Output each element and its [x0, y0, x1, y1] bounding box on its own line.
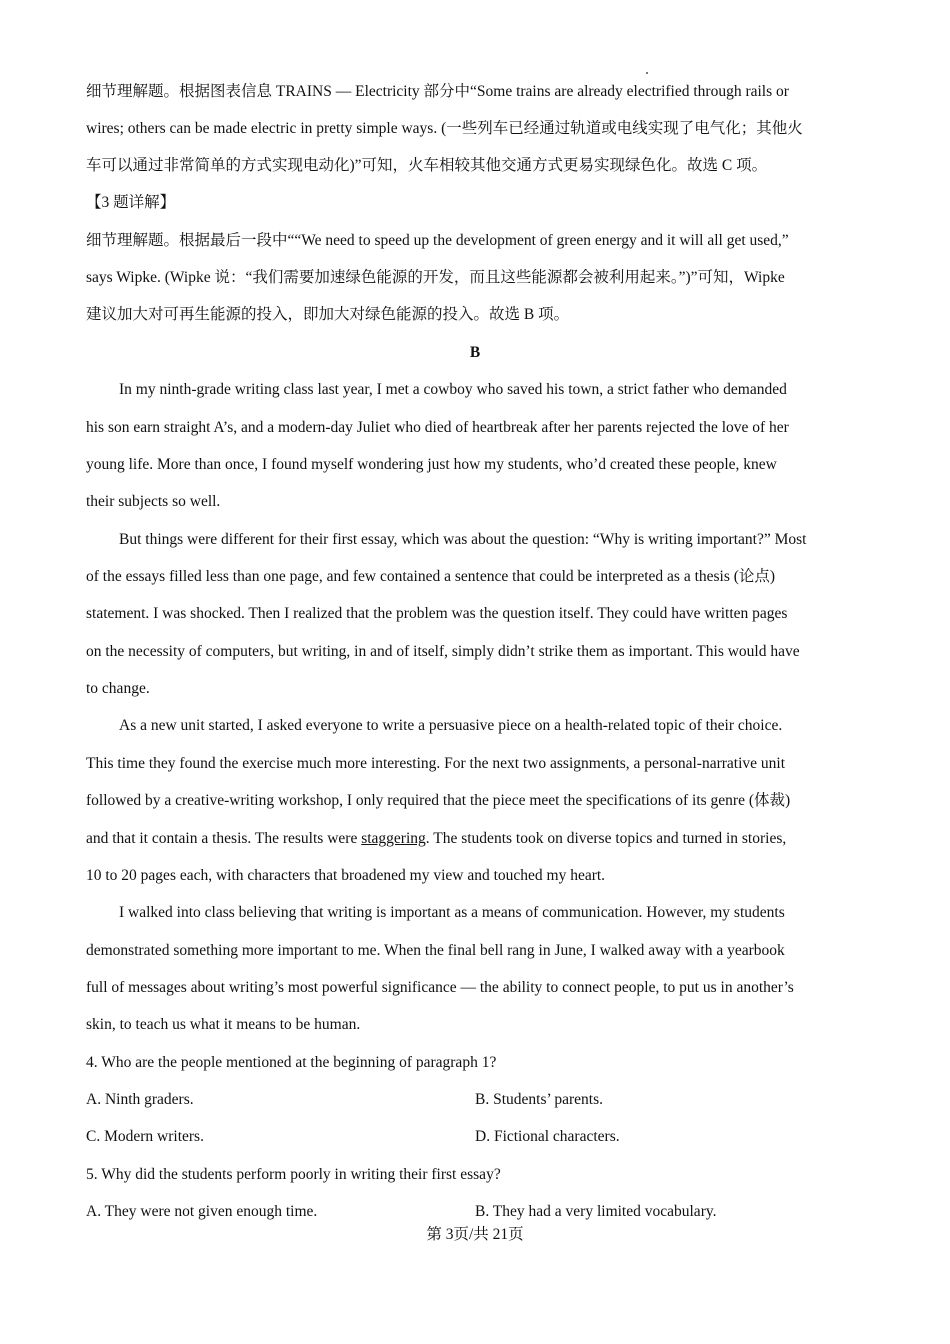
p2-line-4: on the necessity of computers, but writing, in and of itself, simply didn’t strike them as important. This would have: [86, 643, 800, 660]
p4-line-3: full of messages about writing’s most powerful significance — the ability to connect people, to put us in another’s: [86, 979, 794, 996]
q3-explanation-line-3: 建议加大对可再生能源的投入，即加大对绿色能源的投入。故选 B 项。: [86, 306, 570, 323]
q2-explanation-line-2: wires; others can be made electric in pretty simple ways. (一些列车已经通过轨道或电线实现了电气化；其他火: [86, 120, 803, 137]
q4-option-c: C. Modern writers.: [86, 1128, 204, 1145]
p2-line-1: But things were different for their first essay, which was about the question: “Why is writing important?” Most: [119, 531, 807, 548]
p2-line-2: of the essays filled less than one page, and few contained a sentence that could be interpreted as a thesis (论点): [86, 568, 776, 585]
underlined-word: staggering: [361, 830, 426, 847]
p1-line-1: In my ninth-grade writing class last year, I met a cowboy who saved his town, a strict father who demanded: [119, 381, 787, 398]
p3-line-4-after: . The students took on diverse topics and turned in stories,: [425, 830, 787, 847]
p3-line-3: followed by a creative-writing workshop, I only required that the piece meet the specifications of its genre (体裁): [86, 792, 791, 809]
q4-option-b: B. Students’ parents.: [475, 1091, 604, 1108]
p1-line-3: young life. More than once, I found myself wondering just how my students, who’d created these people, knew: [86, 456, 777, 473]
p3-line-4: [86, 829, 876, 849]
p3-line-1: As a new unit started, I asked everyone to write a persuasive piece on a health-related topic of their choice.: [119, 717, 783, 734]
q4-option-d: D. Fictional characters.: [475, 1128, 620, 1145]
q4-option-a: A. Ninth graders.: [86, 1091, 194, 1108]
p2-line-3: statement. I was shocked. Then I realized that the problem was the question itself. They could have written pages: [86, 605, 788, 622]
q2-explanation-line-1: 细节理解题。根据图表信息 TRAINS — Electricity 部分中“Some trains are already electrified through rails or: [86, 83, 789, 100]
q4-stem: 4. Who are the people mentioned at the beginning of paragraph 1?: [86, 1054, 497, 1071]
q5-option-a: A. They were not given enough time.: [86, 1203, 318, 1220]
page-footer: 第 3页/共 21页: [426, 1226, 524, 1243]
q5-option-b: B. They had a very limited vocabulary.: [475, 1203, 717, 1220]
q4-options-row-1: [86, 1090, 876, 1110]
p1-line-2: his son earn straight A’s, and a modern-day Juliet who died of heartbreak after her parents rejected the love of her: [86, 419, 789, 436]
passage-title: B: [469, 344, 481, 361]
q3-explanation-line-2: says Wipke. (Wipke 说：“我们需要加速绿色能源的开发，而且这些能源都会被利用起来。”)”可知，Wipke: [86, 269, 785, 286]
q3-explanation-line-1: 细节理解题。根据最后一段中““We need to speed up the development of green energy and it will all get used,”: [86, 232, 789, 249]
q4-options-row-2: [86, 1127, 876, 1147]
q2-explanation-line-3: 车可以通过非常简单的方式实现电动化)”可知，火车相较其他交通方式更易实现绿色化。故选 C 项。: [86, 157, 768, 174]
q5-stem: 5. Why did the students perform poorly in writing their first essay?: [86, 1166, 501, 1183]
p4-line-4: skin, to teach us what it means to be human.: [86, 1016, 361, 1033]
p3-line-5: 10 to 20 pages each, with characters that broadened my view and touched my heart.: [86, 867, 606, 884]
p3-line-2: This time they found the exercise much more interesting. For the next two assignments, a personal-narrative unit: [86, 755, 786, 772]
p4-line-2: demonstrated something more important to me. When the final bell rang in June, I walked away with a yearbook: [86, 942, 785, 959]
p4-line-1: I walked into class believing that writing is important as a means of communication. However, my students: [119, 904, 785, 921]
p1-line-4: their subjects so well.: [86, 493, 221, 510]
p2-line-5: to change.: [86, 680, 150, 697]
q5-options-row-1: [86, 1202, 876, 1222]
p3-line-4-before: and that it contain a thesis. The results were: [86, 830, 362, 847]
q3-heading: 【3 题详解】: [86, 194, 176, 211]
stray-mark: [646, 72, 648, 74]
